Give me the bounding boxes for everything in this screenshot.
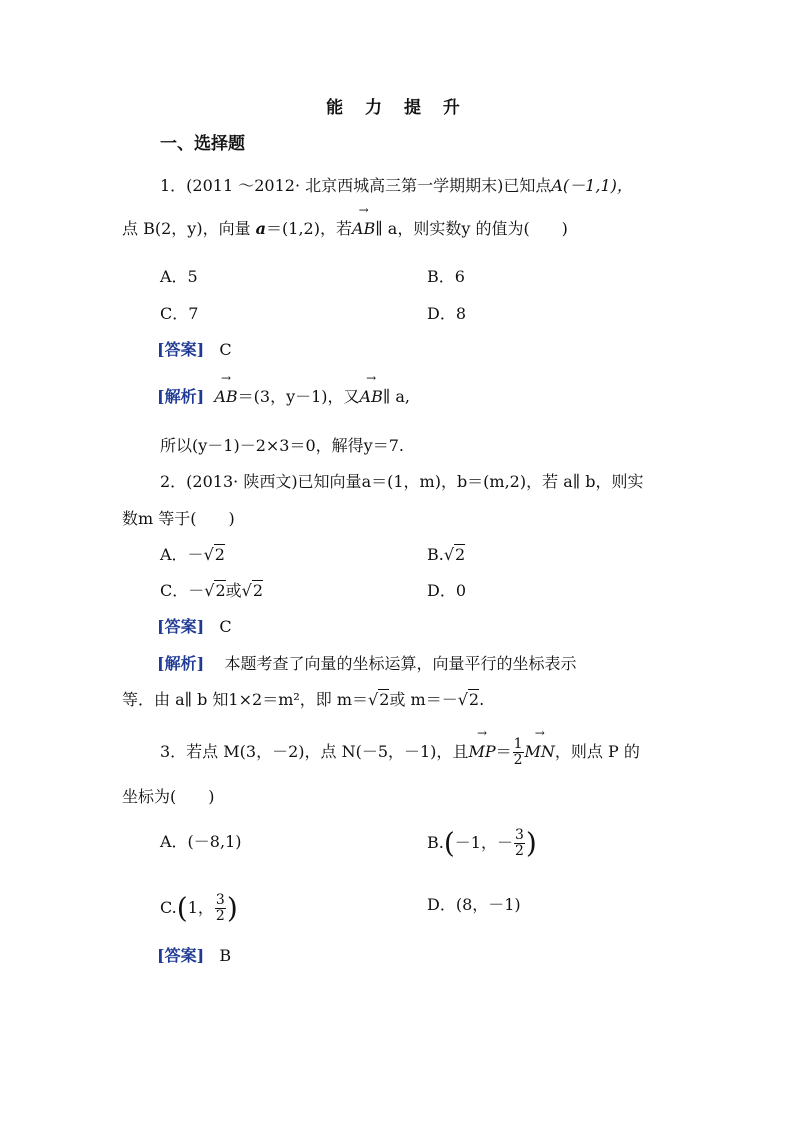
q1-stem-line1: 1．(2011 ～2012· 北京西城高三第一学期期末)已知点A(－1,1)， [160, 176, 633, 195]
q1-option-a[interactable]: A．5 [160, 267, 198, 286]
vector-ab: → AB [214, 385, 237, 409]
q1-stem-line2: 点 B(2，y)，向量 a＝(1,2)，若→ AB∥ a，则实数y 的值为( ) [122, 217, 568, 241]
q2-stem-line1: 2．(2013· 陕西文)已知向量a＝(1，m)，b＝(m,2)，若 a∥ b，则实 [160, 472, 644, 491]
q3-option-d[interactable]: D．(8，－1) [427, 895, 521, 914]
vector-ab: → AB [360, 385, 383, 409]
q2-option-a[interactable]: A．－√2 [160, 545, 225, 564]
q1-analysis-line2: 所以(y－1)－2×3＝0，解得y＝7. [160, 436, 404, 455]
q3-option-c[interactable]: C.(1， $\frac{3}{2}$ ) [160, 891, 238, 925]
q1-option-b[interactable]: B．6 [427, 267, 465, 286]
q3-stem-line2: 坐标为( ) [122, 787, 215, 806]
q3-option-a[interactable]: A．(－8,1) [160, 832, 242, 851]
q1-analysis-line1: [解析] → AB＝(3，y－1)，又→ AB∥ a, [157, 385, 410, 409]
q2-option-b[interactable]: B.√2 [427, 545, 466, 564]
fraction-one-half: $\frac{1}{2}$ [513, 736, 523, 768]
q1-option-c[interactable]: C．7 [160, 304, 199, 323]
q3-answer: [答案] B [157, 946, 232, 965]
q1-option-d[interactable]: D．8 [427, 304, 467, 323]
q2-analysis-line2: 等．由 a∥ b 知1×2＝m²，即 m＝√2或 m＝－√2. [122, 690, 485, 709]
vector-ab: → AB [352, 217, 375, 241]
vector-mp: → MP [468, 740, 495, 764]
q2-analysis-line1: [解析] 本题考查了向量的坐标运算，向量平行的坐标表示 [157, 654, 577, 673]
q2-answer: [答案] C [157, 617, 232, 636]
section-heading: 一、选择题 [160, 134, 245, 154]
q3-stem-line1: 3．若点 M(3，－2)，点 N(－5，－1)，且→ MP＝ $\frac{1}{2}$ → MN，则点 P 的 [160, 737, 640, 768]
q2-stem-line2: 数m 等于( ) [122, 509, 235, 528]
q2-option-c[interactable]: C．－√2或√2 [160, 581, 264, 600]
vector-mn: → MN [525, 740, 555, 764]
q3-option-b[interactable]: B.(－1，－ $\frac{3}{2}$ ) [427, 826, 537, 860]
q1-answer: [答案] C [157, 340, 232, 359]
q2-option-d[interactable]: D．0 [427, 581, 467, 600]
page-title: 能 力 提 升 [326, 98, 468, 118]
